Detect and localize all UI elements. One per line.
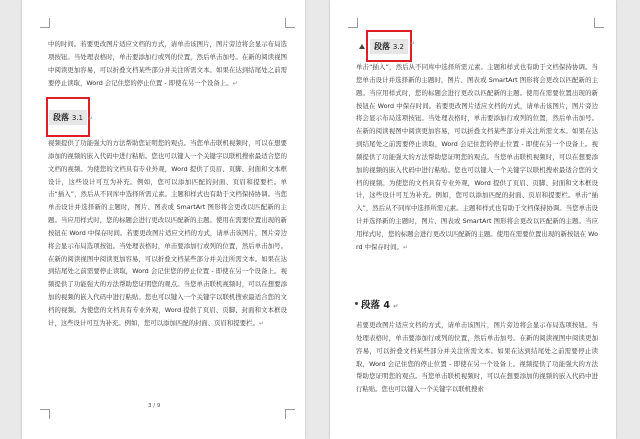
paragraph-second-text: 若要更改图片适应文档的方式，请单击该图片，图片旁边将会显示布局选项按钮。当处理表格时，单击要添加行或列的位置，然后单击加号。在新的阅读视图中阅读更加容易，可以折叠文档某些部分并关注所需文本。如果在达到结尾处之前需要停止读取，Word 会记住您的停止位置 - 即使在另一个设备上。视频提供了功能强大的方法帮助您证明您的观点。当您单击联机视频时，可以在想要添加的视频的嵌入代码中进行粘贴。您也可以键入一个关键字以联机搜索 [356,321,598,394]
heading-3-2 [370,39,408,54]
paragraph-second[interactable] [356,319,598,439]
paragraph-main-text: 视频提供了功能强大的方法帮助您证明您的观点。当您单击联机视频时，可以在想要添加的视频的嵌入代码中进行粘贴。您也可以键入一个关键字以联机搜索最适合您的文档的视频。为使您的文档具有专业外观，Word 提供了页眉、页脚、封面和文本框设计，这些设计可互为补充。例如，您可以添加匹配的封面、页眉和提要栏。单击“插入”，然后从不同库中选择所需元素。主题和样式也有助于文档保持协调。当您单击设计并选择新的主题时，图片、图表或 SmartArt 图形将会更改以匹配新的主题。当应用样式时，您的标题会进行更改以匹配新的主题。使用在需要位置出现的新按钮在 Word 中保存时间。若要更改图片适应文档的方式，请单击该图片，图片旁边将会显示布局选项按钮。当处理表格时，单击要添加行或列的位置，然后单击加号。在新的阅读视图中阅读更加容易，可以折叠文档某些部分并关注所需文本。如果在达到结尾处之前需要停止读取，Word 会记住您的停止位置 - 即使在另一个设备上。视频提供了功能强大的方法帮助您证明您的观点。当您单击联机视频时，可以在想要添加的视频的嵌入代码中进行粘贴。您也可以键入一个关键字以联机搜索最适合您的文档的视频。为使您的文档具有专业外观，Word 提供了页眉、页脚、封面和文本框设计，这些设计可互为补充。例如，您可以添加匹配的封面、页眉和提要栏。 [48,139,287,327]
paragraph-mark: ↵ [402,243,408,251]
heading-4-number: 4 [383,300,390,311]
heading-4-label: 段落 [361,300,381,311]
crop-mark-top-left [40,18,50,28]
document-page-right [330,0,616,439]
heading-bullet-icon [355,302,358,305]
paragraph-mark: ↵ [258,319,264,327]
paragraph-first[interactable] [356,61,598,287]
paragraph-top-text: 中的时间。若要更改图片适应文档的方式，请单击该图片，图片旁边将会显示布局选项按钮。当处理表格时，单击要添加行或列的位置，然后单击加号。在新的阅读视图中阅读更加容易，可以折叠文档某些部分并关注所需文本。如果在达到结尾处之前需要停止读取，Word 会记住您的停止位置 - 即使在另一个设备上。 [48,40,287,87]
heading-4-mark: ↵ [393,303,399,310]
heading-3-1 [49,110,87,125]
heading-3-1-mark: ↵ [88,115,94,122]
heading-3-1-number: 3.1 [71,113,83,122]
paragraph-top[interactable] [48,38,287,104]
heading-bullet-icon [359,44,365,49]
paragraph-main[interactable] [48,137,287,361]
heading-3-2-label: 段落 [374,41,391,51]
crop-mark-top-right [594,18,604,28]
heading-3-2-box[interactable] [366,30,412,62]
crop-mark-top-left [348,18,358,28]
heading-3-1-label: 段落 [53,112,70,122]
heading-3-1-box[interactable] [46,97,90,137]
heading-3-2-number: 3.2 [392,42,404,51]
crop-mark-bottom-right [285,409,295,419]
paragraph-first-text: 单击“插入”，然后从不同库中选择所需元素。主题和样式也有助于文档保持协调。当您单击设计并选择新的主题时，图片、图表或 SmartArt 图形将会更改以匹配新的主题。当应用样式时，您的标题会进行更改以匹配新的主题。使用在需要位置出现的新按钮在 Word 中保存时间。若要更改图片适应文档的方式，请单击该图片，图片旁边将会显示布局选项按钮。当处理表格时，单击要添加行或列的位置，然后单击加号。在新的阅读视图中阅读更加容易，可以折叠文档某些部分并关注所需文本。如果在达到结尾处之前需要停止读取，Word 会记住您的停止位置 - 即使在另一个设备上。视频提供了功能强大的方法帮助您证明您的观点。当您单击联机视频时，可以在想要添加的视频的嵌入代码中进行粘贴。您也可以键入一个关键字以联机搜索最适合您的文档的视频。为使您的文档具有专业外观，Word 提供了页眉、页脚、封面和文本框设计，这些设计可互为补充。例如，您可以添加匹配的封面、页眉和提要栏。单击“插入”，然后从不同库中选择所需元素。主题和样式也有助于文档保持协调。当您单击设计并选择新的主题时，图片、图表或 SmartArt 图形将会更改以匹配新的主题。当应用样式时，您的标题会进行更改以匹配新的主题。使用在需要位置出现的新按钮在 Word 中保存时间。 [356,63,598,251]
page-number: 3 / 9 [148,403,161,409]
paragraph-mark: ↵ [232,79,238,87]
heading-3-2-mark: ↵ [410,40,416,47]
document-page-left [22,0,305,439]
crop-mark-top-right [285,18,295,28]
crop-mark-bottom-left [40,409,50,419]
heading-4[interactable] [361,297,398,311]
